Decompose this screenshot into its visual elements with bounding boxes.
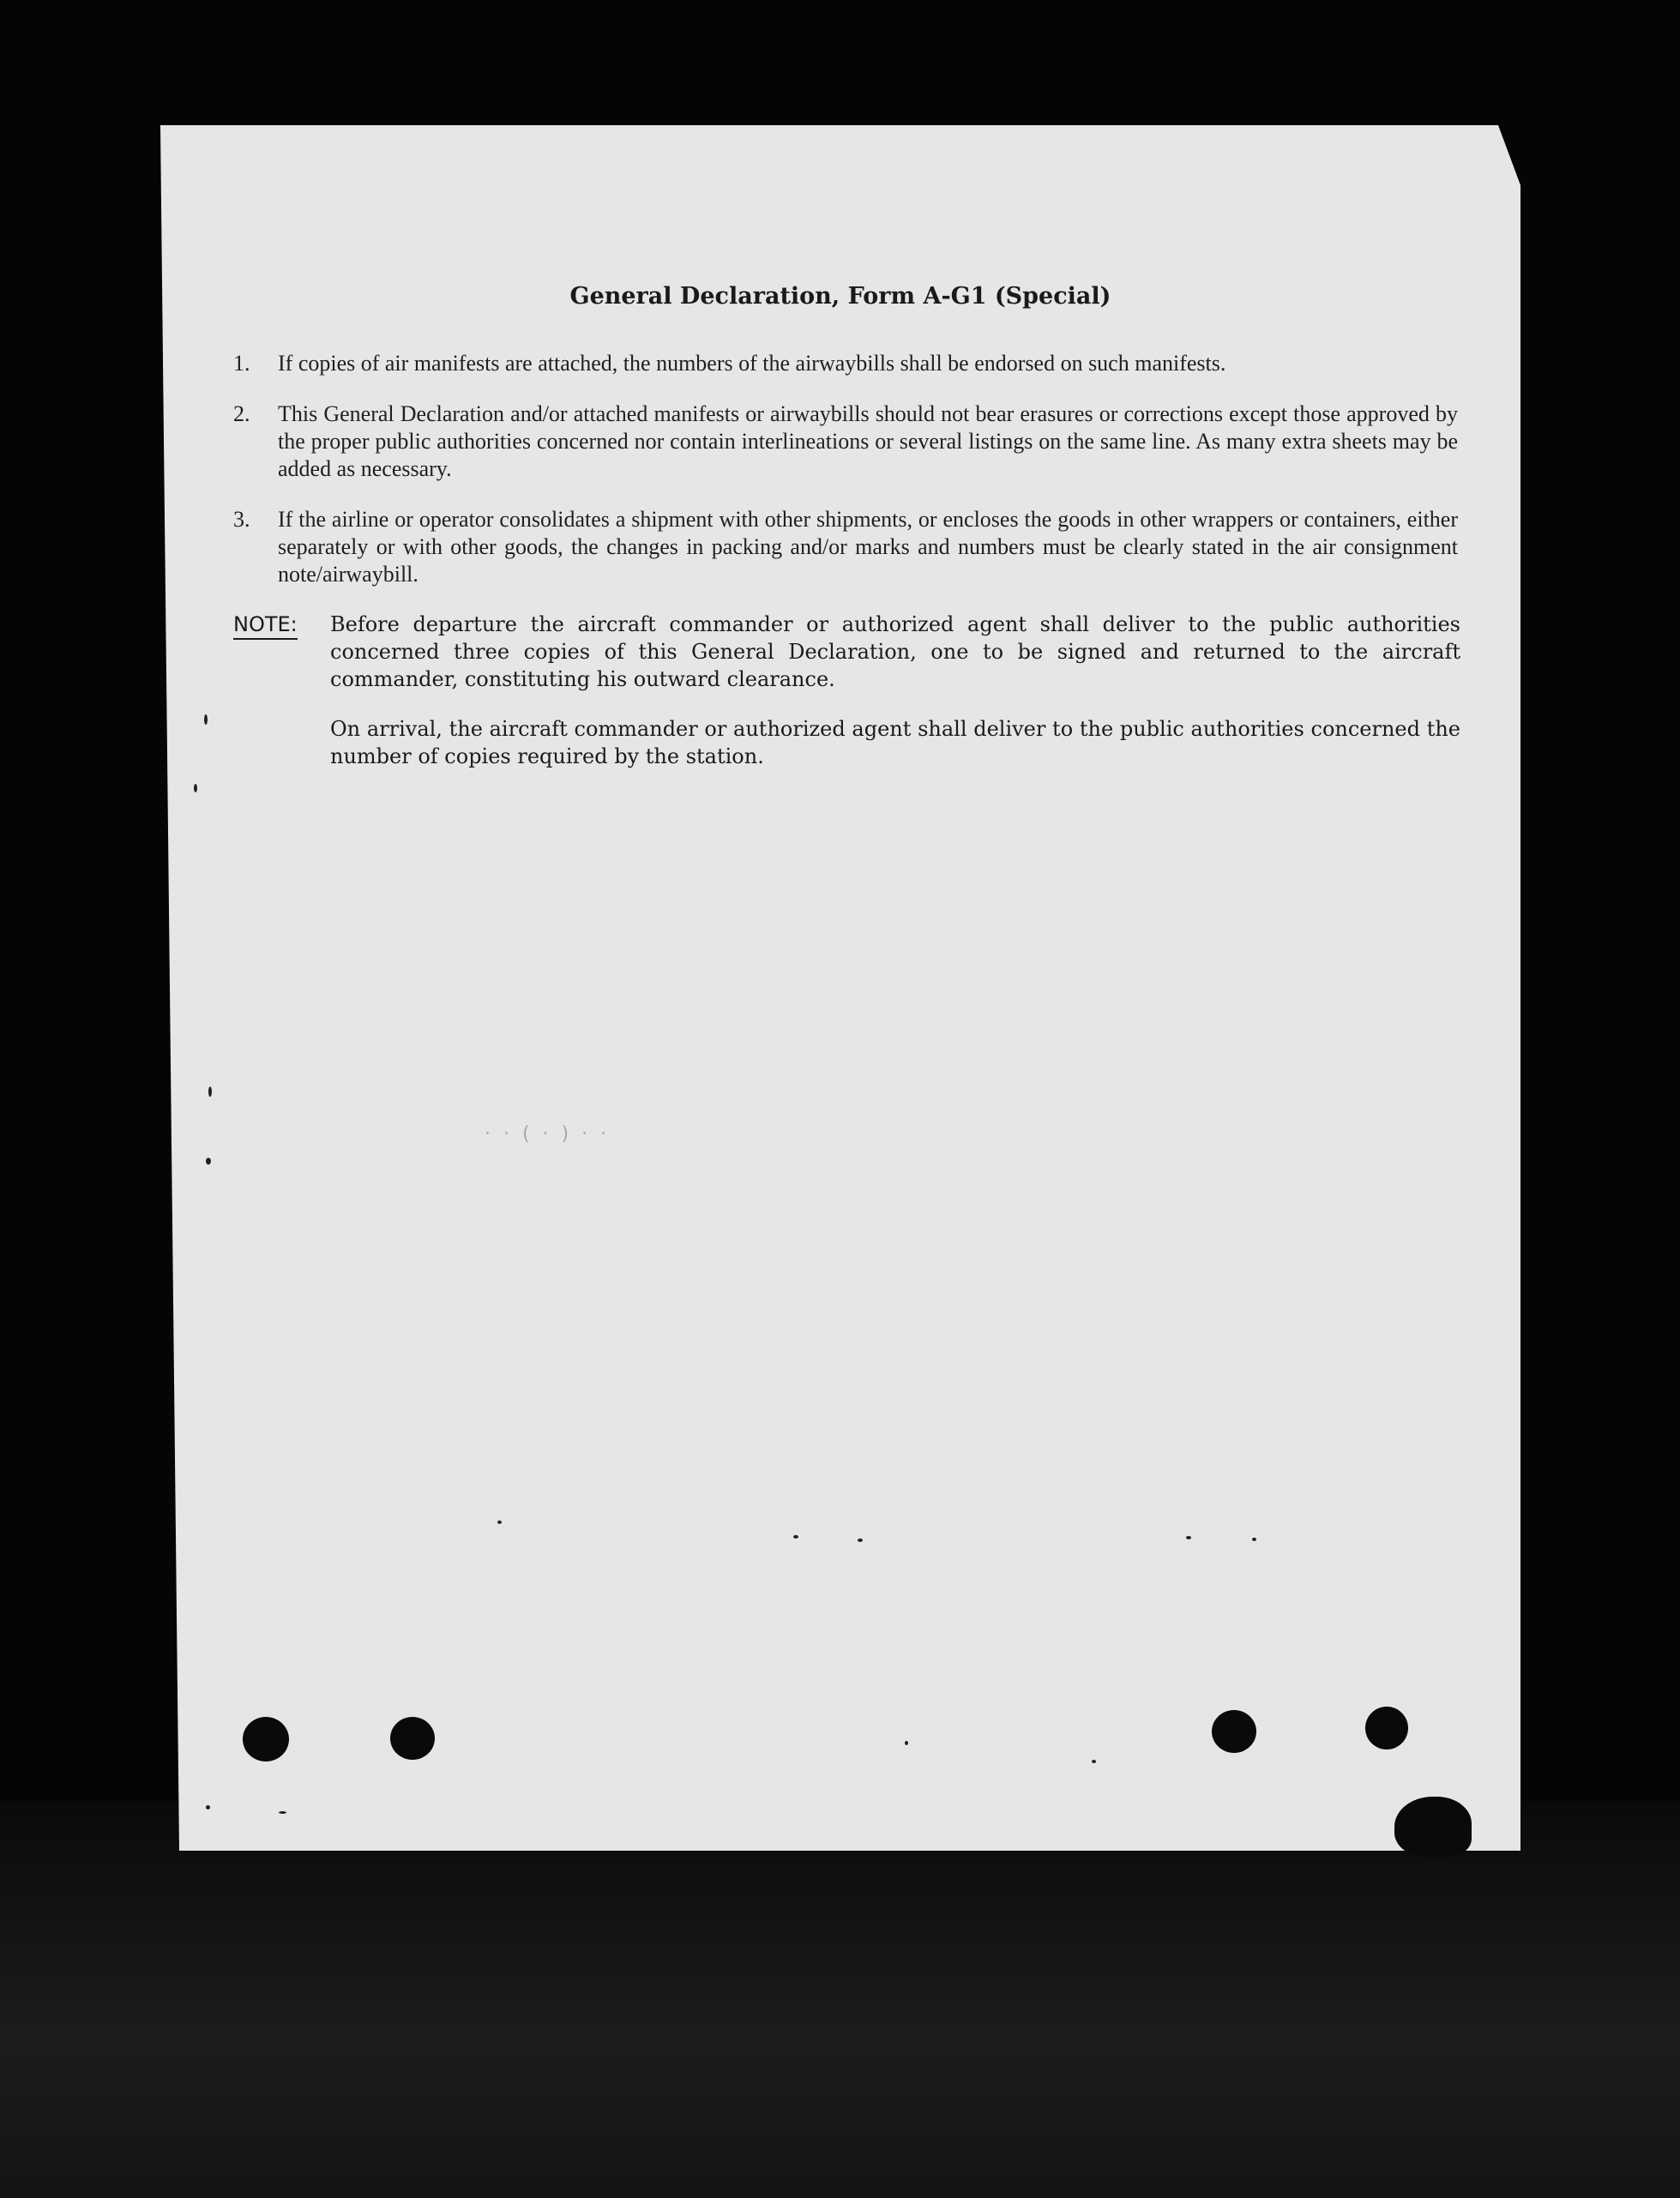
speck: [194, 784, 197, 792]
punch-hole: [1212, 1710, 1256, 1753]
speck: [204, 714, 208, 725]
speck: [206, 1158, 211, 1165]
speck: [1186, 1536, 1191, 1539]
speck: [206, 1805, 210, 1810]
item-number: 1.: [233, 351, 250, 376]
faint-bleedthrough-mark: · · ( · ) · ·: [485, 1123, 611, 1145]
speck: [1252, 1538, 1256, 1541]
note-paragraph-departure: Before departure the aircraft commander or authorized agent shall deliver to the public authorities concerned three copies of this General Declaration, one to be signed and returned to the aircraft commander, constituting his outward clearance.: [330, 612, 1460, 691]
punch-hole: [390, 1717, 435, 1760]
declaration-item-3: [233, 506, 1460, 592]
declaration-item-2: [233, 400, 1460, 486]
speck: [858, 1539, 863, 1542]
punch-hole: [1365, 1707, 1408, 1749]
speck: [905, 1741, 908, 1745]
item-number: 2.: [233, 401, 250, 426]
item-text: If the airline or operator consolidates a shipment with other shipments, or encloses the goods in other wrappers or containers, either separately or with other goods, the changes in packing and/or marks and numbers must be clearly stated in the air consignment note/airwaybill.: [278, 507, 1458, 587]
torn-corner: [1394, 1797, 1472, 1857]
scanner-background: [0, 1801, 1680, 2198]
paper-sheet: [160, 125, 1520, 1851]
speck: [793, 1535, 798, 1539]
document-title: General Declaration, Form A-G1 (Special): [569, 283, 1111, 310]
item-text: This General Declaration and/or attached manifests or airwaybills should not bear erasures or corrections except those approved by the proper public authorities concerned nor contain interlineations or several listings on the same line. As many extra sheets may be added as necessary.: [278, 401, 1458, 481]
speck: [208, 1087, 212, 1097]
speck: [279, 1811, 286, 1814]
punch-hole: [243, 1717, 289, 1761]
note-label: NOTE:: [233, 611, 298, 640]
item-text: If copies of air manifests are attached, the numbers of the airwaybills shall be endorsed on such manifests.: [278, 351, 1226, 376]
note-paragraph-arrival: On arrival, the aircraft commander or authorized agent shall deliver to the public authorities concerned the number of copies required by the station.: [330, 717, 1460, 768]
declaration-item-1: [233, 350, 1460, 379]
item-number: 3.: [233, 507, 250, 532]
speck: [1092, 1760, 1096, 1763]
speck: [497, 1521, 502, 1524]
